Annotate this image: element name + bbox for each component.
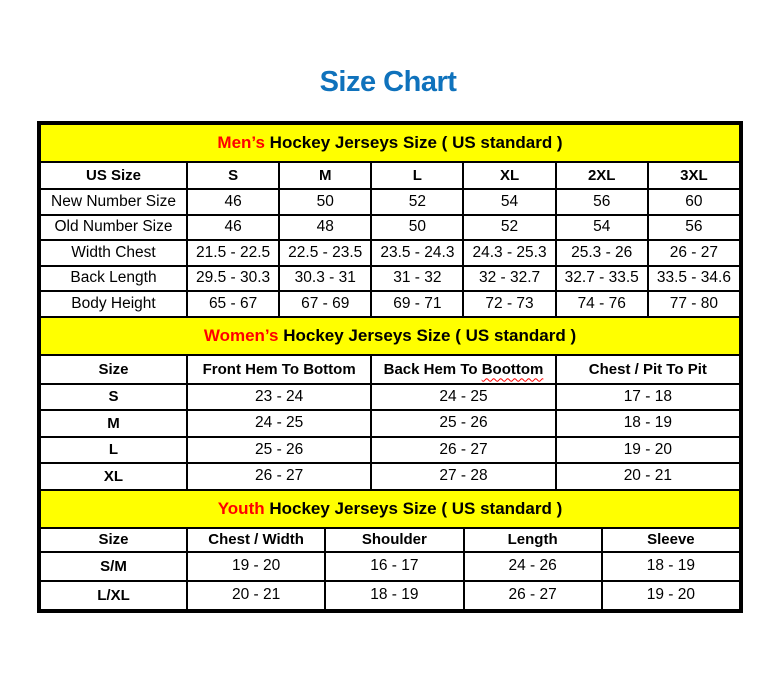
data-cell: 24 - 25 (371, 384, 555, 411)
mens-row-label: Old Number Size (40, 215, 187, 241)
womens-row-label: L (40, 437, 187, 464)
data-cell: 18 - 19 (325, 581, 463, 610)
mens-header-cell: US Size (40, 162, 187, 189)
youth-row-label: S/M (40, 552, 187, 581)
table-row (40, 215, 740, 241)
data-cell: 54 (556, 215, 648, 241)
data-cell: 52 (371, 189, 463, 215)
table-row (40, 410, 740, 437)
youth-banner-text (40, 490, 740, 528)
mens-banner-text (40, 124, 740, 162)
data-cell: 31 - 32 (371, 266, 463, 292)
data-cell: 18 - 19 (602, 552, 740, 581)
youth-banner-rest: Hockey Jerseys Size ( US standard ) (264, 498, 563, 518)
data-cell: 60 (648, 189, 740, 215)
youth-row-label: L/XL (40, 581, 187, 610)
womens-size-table (39, 316, 741, 491)
data-cell: 21.5 - 22.5 (187, 240, 279, 266)
data-cell: 26 - 27 (464, 581, 602, 610)
womens-banner-highlight: Women’s (203, 325, 279, 345)
data-cell: 46 (187, 215, 279, 241)
mens-row-label: New Number Size (40, 189, 187, 215)
table-row (40, 266, 740, 292)
page-title: Size Chart (319, 66, 457, 98)
table-row (40, 189, 740, 215)
table-row (40, 291, 740, 317)
mens-row-label: Width Chest (40, 240, 187, 266)
womens-header-back-squiggle-word: Boottom (481, 360, 544, 378)
womens-header-cell: Front Hem To Bottom (187, 355, 371, 384)
data-cell: 77 - 80 (648, 291, 740, 317)
data-cell: 69 - 71 (371, 291, 463, 317)
data-cell: 46 (187, 189, 279, 215)
womens-header-cell: Chest / Pit To Pit (556, 355, 740, 384)
womens-header-row (40, 355, 740, 384)
mens-header-cell: 2XL (556, 162, 648, 189)
womens-row-label: S (40, 384, 187, 411)
mens-header-row (40, 162, 740, 189)
data-cell: 30.3 - 31 (279, 266, 371, 292)
data-cell: 24 - 26 (464, 552, 602, 581)
data-cell: 23 - 24 (187, 384, 371, 411)
mens-header-cell: 3XL (648, 162, 740, 189)
data-cell: 48 (279, 215, 371, 241)
womens-row-label: XL (40, 463, 187, 490)
mens-banner-highlight: Men’s (217, 133, 265, 152)
data-cell: 32.7 - 33.5 (556, 266, 648, 292)
data-cell: 19 - 20 (556, 437, 740, 464)
size-chart (37, 121, 743, 613)
data-cell: 24.3 - 25.3 (463, 240, 555, 266)
mens-header-cell: XL (463, 162, 555, 189)
mens-header-cell: S (187, 162, 279, 189)
data-cell: 20 - 21 (187, 581, 325, 610)
data-cell: 56 (648, 215, 740, 241)
table-row (40, 240, 740, 266)
data-cell: 19 - 20 (602, 581, 740, 610)
data-cell: 19 - 20 (187, 552, 325, 581)
data-cell: 24 - 25 (187, 410, 371, 437)
mens-row-label: Back Length (40, 266, 187, 292)
youth-header-cell: Sleeve (602, 528, 740, 552)
data-cell: 22.5 - 23.5 (279, 240, 371, 266)
womens-banner (40, 317, 740, 355)
mens-header-cell: L (371, 162, 463, 189)
data-cell: 26 - 27 (648, 240, 740, 266)
womens-banner-rest: Hockey Jerseys Size ( US standard ) (278, 325, 577, 345)
data-cell: 32 - 32.7 (463, 266, 555, 292)
data-cell: 65 - 67 (187, 291, 279, 317)
data-cell: 56 (556, 189, 648, 215)
data-cell: 17 - 18 (556, 384, 740, 411)
mens-size-table (39, 123, 741, 318)
womens-banner-text (40, 317, 740, 355)
table-row (40, 463, 740, 490)
data-cell: 72 - 73 (463, 291, 555, 317)
table-row (40, 437, 740, 464)
data-cell: 33.5 - 34.6 (648, 266, 740, 292)
womens-header-back-prefix: Back Hem To (383, 360, 482, 378)
youth-header-cell: Chest / Width (187, 528, 325, 552)
data-cell: 16 - 17 (325, 552, 463, 581)
womens-header-cell: Size (40, 355, 187, 384)
data-cell: 25 - 26 (187, 437, 371, 464)
data-cell: 18 - 19 (556, 410, 740, 437)
womens-row-label: M (40, 410, 187, 437)
data-cell: 74 - 76 (556, 291, 648, 317)
data-cell: 27 - 28 (371, 463, 555, 490)
table-row (40, 581, 740, 610)
data-cell: 20 - 21 (556, 463, 740, 490)
data-cell: 26 - 27 (371, 437, 555, 464)
youth-header-cell: Size (40, 528, 187, 552)
youth-header-cell: Shoulder (325, 528, 463, 552)
data-cell: 50 (371, 215, 463, 241)
data-cell: 29.5 - 30.3 (187, 266, 279, 292)
mens-row-label: Body Height (40, 291, 187, 317)
table-row (40, 384, 740, 411)
mens-header-cell: M (279, 162, 371, 189)
youth-header-cell: Length (464, 528, 602, 552)
data-cell: 25.3 - 26 (556, 240, 648, 266)
data-cell: 52 (463, 215, 555, 241)
youth-banner-highlight: Youth (217, 498, 265, 518)
data-cell: 25 - 26 (371, 410, 555, 437)
data-cell: 54 (463, 189, 555, 215)
womens-header-cell-misspelled (371, 355, 555, 384)
data-cell: 67 - 69 (279, 291, 371, 317)
mens-banner-rest: Hockey Jerseys Size ( US standard ) (264, 133, 563, 152)
youth-banner (40, 490, 740, 528)
data-cell: 26 - 27 (187, 463, 371, 490)
youth-size-table (39, 489, 741, 611)
mens-banner (40, 124, 740, 162)
youth-header-row (40, 528, 740, 552)
data-cell: 50 (279, 189, 371, 215)
table-row (40, 552, 740, 581)
data-cell: 23.5 - 24.3 (371, 240, 463, 266)
